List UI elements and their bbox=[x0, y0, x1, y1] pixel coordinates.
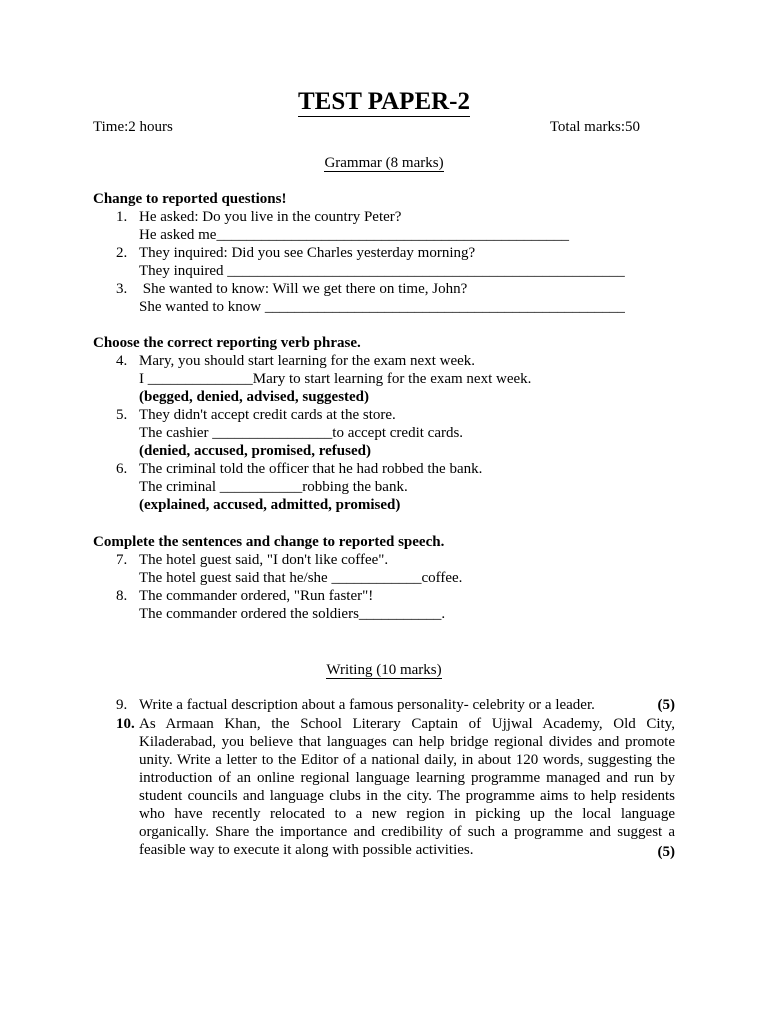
question-number: 1. bbox=[116, 209, 128, 225]
answer-options: (denied, accused, promised, refused) bbox=[139, 443, 371, 459]
question-number: 9. bbox=[116, 697, 128, 713]
question-number: 6. bbox=[116, 461, 128, 477]
answer-line: The commander ordered the soldiers___________. bbox=[139, 606, 446, 622]
paragraph-line: who have recently relocated to a new region in picking up the local language bbox=[139, 806, 675, 822]
paragraph-line: feasible way to execute it along with possible activities. bbox=[139, 842, 474, 858]
question-prompt: Write a factual description about a famous personality- celebrity or a leader. bbox=[139, 697, 595, 713]
answer-options: (explained, accused, admitted, promised) bbox=[139, 497, 401, 513]
writing-heading: Writing (10 marks) bbox=[326, 662, 442, 678]
question-number: 2. bbox=[116, 245, 128, 261]
total-marks-label: Total marks:50 bbox=[549, 119, 640, 135]
paragraph-line: Kiladerabad, you believe that languages can help bridge regional divides and promote bbox=[139, 734, 675, 750]
instruction-reported-speech: Complete the sentences and change to reported speech. bbox=[93, 534, 445, 550]
marks-badge: (5) bbox=[657, 697, 675, 713]
answer-options: (begged, denied, advised, suggested) bbox=[139, 389, 370, 405]
question-number: 3. bbox=[116, 281, 128, 297]
question-number: 7. bbox=[116, 552, 128, 568]
answer-line: I ______________Mary to start learning for the exam next week. bbox=[139, 371, 532, 387]
question-prompt: They inquired: Did you see Charles yesterday morning? bbox=[139, 245, 476, 261]
time-label: Time:2 hours bbox=[93, 119, 173, 135]
question-prompt: Mary, you should start learning for the exam next week. bbox=[139, 353, 476, 369]
question-prompt: The commander ordered, "Run faster"! bbox=[139, 588, 374, 604]
question-number: 5. bbox=[116, 407, 128, 423]
paragraph-line: introduction of an online regional language learning programme managed and run by bbox=[139, 770, 675, 786]
question-prompt: The criminal told the officer that he had robbed the bank. bbox=[139, 461, 483, 477]
answer-line: She wanted to know ________________________________________________ bbox=[139, 299, 625, 315]
answer-line: The cashier ________________to accept credit cards. bbox=[139, 425, 464, 441]
answer-line: He asked me_______________________________________________ bbox=[139, 227, 569, 243]
paragraph-line: student councils and language clubs in the city. The programme aims to help residents bbox=[139, 788, 675, 804]
question-10 bbox=[93, 715, 675, 865]
question-prompt: He asked: Do you live in the country Peter? bbox=[139, 209, 402, 225]
answer-line: The criminal ___________robbing the bank. bbox=[139, 479, 408, 495]
question-prompt: The hotel guest said, "I don't like coffee". bbox=[139, 552, 389, 568]
marks-badge: (5) bbox=[657, 844, 675, 860]
page-title: TEST PAPER-2 bbox=[297, 88, 471, 115]
question-prompt: They didn't accept credit cards at the store. bbox=[139, 407, 396, 423]
answer-line: They inquired _____________________________________________________ bbox=[139, 263, 625, 279]
paragraph-line: organically. Share the importance and credibility of such a programme and suggest a bbox=[139, 824, 675, 840]
question-prompt: She wanted to know: Will we get there on time, John? bbox=[139, 281, 468, 297]
question-number: 10. bbox=[116, 716, 135, 732]
answer-line: The hotel guest said that he/she ____________coffee. bbox=[139, 570, 463, 586]
question-number: 8. bbox=[116, 588, 128, 604]
paragraph-line: As Armaan Khan, the School Literary Captain of Ujjwal Academy, Old City, bbox=[139, 716, 675, 732]
grammar-heading: Grammar (8 marks) bbox=[324, 155, 444, 171]
instruction-reporting-verb: Choose the correct reporting verb phrase. bbox=[93, 335, 361, 351]
question-number: 4. bbox=[116, 353, 128, 369]
instruction-reported-questions: Change to reported questions! bbox=[93, 191, 287, 207]
question-prompt-paragraph bbox=[139, 715, 675, 859]
paragraph-line: unity. Write a letter to the Editor of a national daily, in about 120 words, suggesting the bbox=[139, 752, 675, 768]
